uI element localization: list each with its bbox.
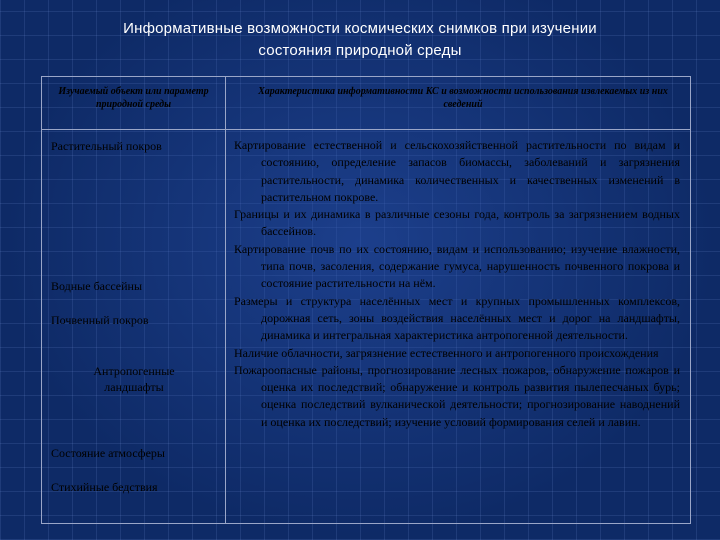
slide-title-line-1: Информативные возможности космических снимков при изучении — [123, 20, 597, 37]
objects-column — [42, 130, 226, 523]
slide-title — [0, 18, 720, 62]
object-label: Почвенный покров — [51, 313, 149, 327]
object-label: Водные бассейны — [51, 279, 143, 293]
object-item — [42, 363, 226, 395]
description-paragraph: Размеры и структура населённых мест и крупных промышленных комплексов, дорожная сеть, зоны воздействия населённых мест и дорог на ландшафты, динамика и интегральная характеристика антропогенной деятельности. — [234, 293, 680, 343]
header-object: Изучаемый объект или параметр природной среды — [42, 77, 226, 129]
description-paragraph: Картирование естественной и сельскохозяйственной растительности по видам и состоянию, определение запасов биомассы, заболеваний и загрязнения растительности, динамика количественных и качественных изменений в растительном покрове. — [234, 138, 680, 204]
object-label: Растительный покров — [51, 139, 162, 153]
description-paragraph: Границы и их динамика в различные сезоны года, контроль за загрязнением водных бассейнов. — [234, 207, 680, 239]
descriptions-column — [226, 130, 690, 523]
description-paragraph: Картирование почв по их состоянию, видам и использованию; изучение влажности, типа почв, засоления, содержание гумуса, нарушенность почвенного покрова и состояние растительности на нём. — [234, 241, 680, 291]
object-item — [51, 138, 221, 154]
object-label-cont: ландшафты — [104, 380, 164, 394]
object-label: Стихийные бедствия — [51, 480, 158, 494]
header-characteristic: Характеристика информативности КС и возможности использования извлекаемых из них сведений — [258, 86, 668, 110]
info-table — [41, 76, 691, 524]
object-item — [51, 278, 221, 294]
object-item — [51, 479, 221, 495]
description-paragraph: Наличие облачности, загрязнение естественного и антропогенного происхождения — [234, 345, 659, 360]
object-item — [51, 312, 221, 328]
slide-title-line-2: состояния природной среды — [258, 42, 462, 59]
object-item — [51, 445, 221, 461]
object-label: Антропогенные — [93, 364, 175, 378]
description-paragraph: Пожароопасные районы, прогнозирование лесных пожаров, обнаружение пожаров и оценка их последствий; обнаружение и контроль развития пылепесчаных бурь; оценка последствий вулканической деятельности; прогнозирование наводнений и оценка их последствий; изучение условий формирования селей и лавин. — [234, 362, 680, 429]
object-label: Состояние атмосферы — [51, 446, 165, 460]
